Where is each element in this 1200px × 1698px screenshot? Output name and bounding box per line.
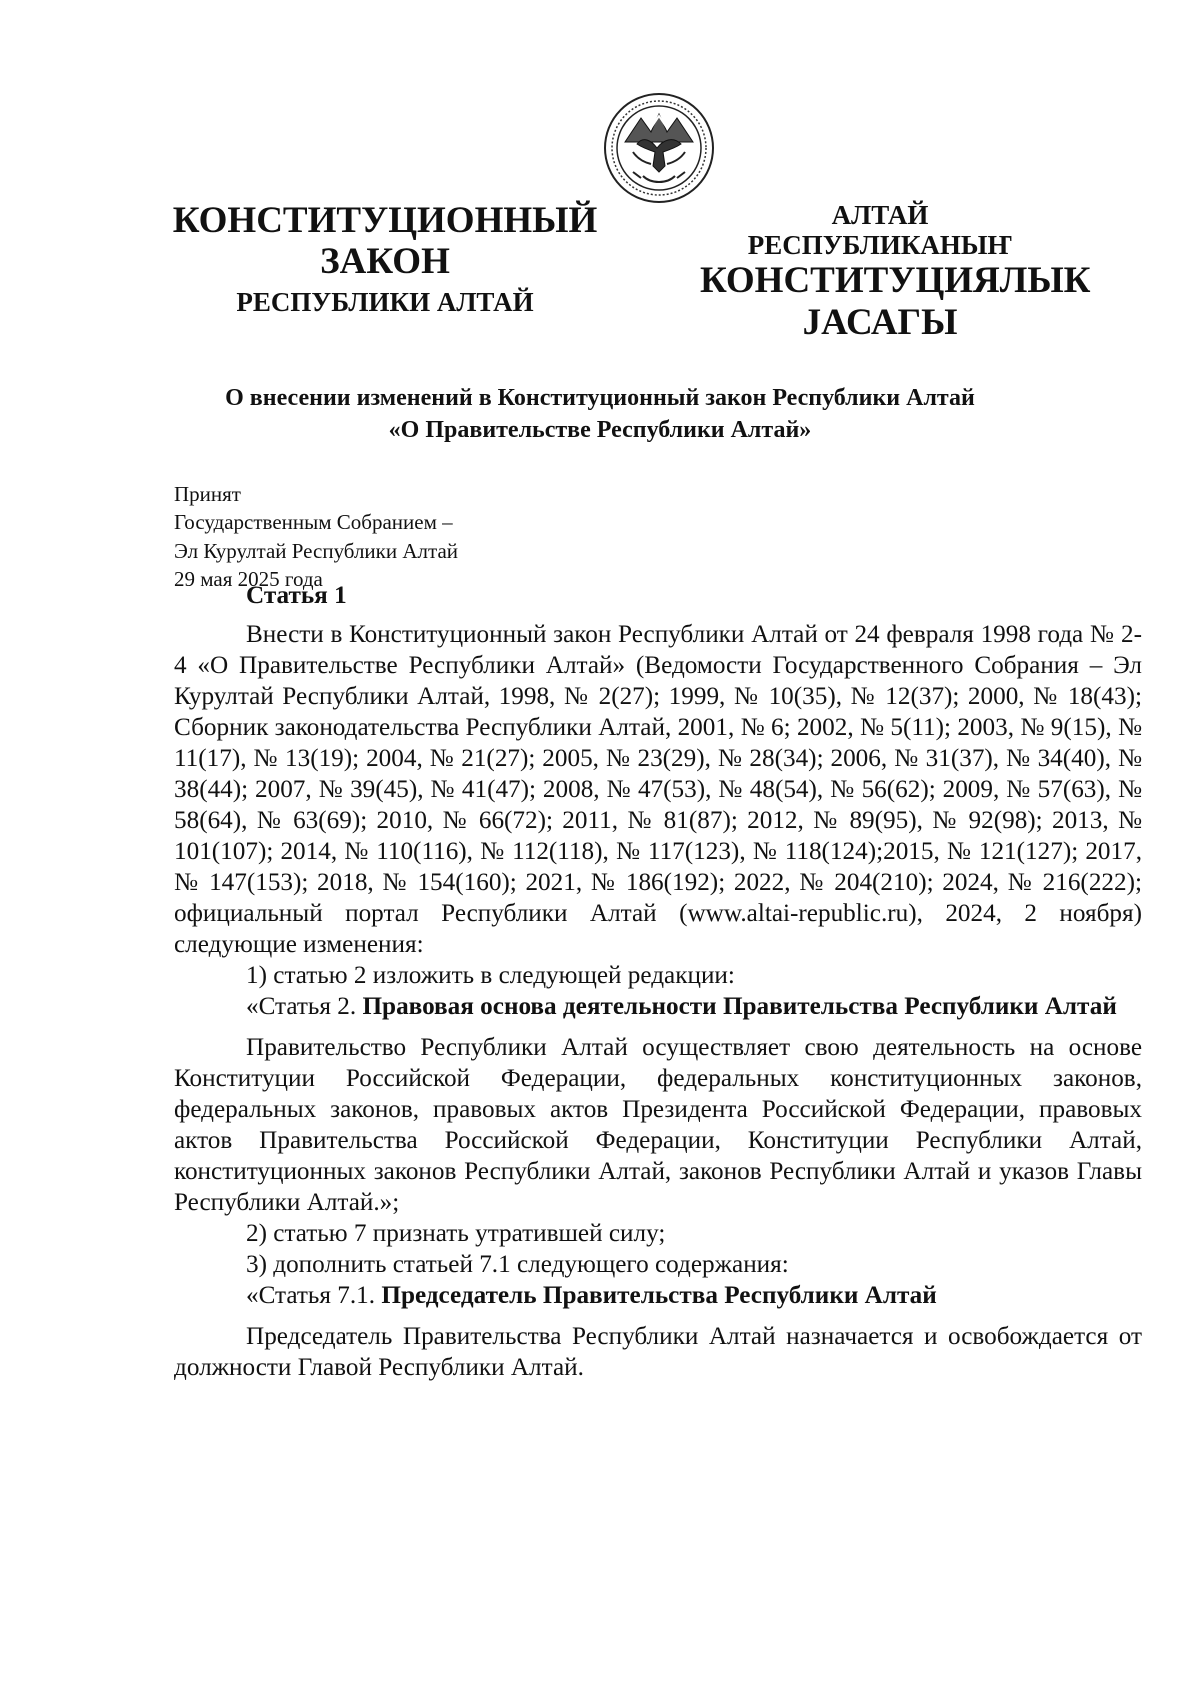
header-left bbox=[170, 200, 600, 317]
adoption-info bbox=[174, 480, 458, 593]
article-2-prefix: «Статья 2. bbox=[246, 993, 363, 1020]
header-right-line1: АЛТАЙ РЕСПУБЛИКАНЫҤ bbox=[747, 200, 1013, 261]
adopted-line1: Принят bbox=[174, 482, 241, 506]
adopted-line2: Государственным Собранием – bbox=[174, 510, 453, 535]
header-left-line2: ЗАКОН bbox=[320, 241, 450, 283]
article-2-heading bbox=[174, 991, 1142, 1022]
document-body bbox=[174, 580, 1142, 1383]
header-left-line1: КОНСТИТУЦИОННЫЙ bbox=[172, 200, 598, 241]
header-right-line3: JАСАГЫ bbox=[802, 301, 958, 343]
adopted-date: 29 мая 2025 года bbox=[174, 567, 323, 592]
article-2-text: Правительство Республики Алтай осуществляет свою деятельность на основе Конституции Российской Федерации, федеральных конституционных законов, федеральных законов, правовых актов Президента Российской Федерации, правовых актов Правительства Российской Федерации, Конституции Республики Алтай, конституционных законов Республики Алтай, законов Республики Алтай и указов Главы Республики Алтай.»; bbox=[174, 1034, 1142, 1216]
article-2-title: Правовая основа деятельности Правительства Республики Алтай bbox=[362, 993, 1117, 1020]
header-right bbox=[700, 200, 1091, 343]
amendment-item-2: 2) статью 7 признать утратившей силу; bbox=[246, 1220, 666, 1247]
header-right-line2: КОНСТИТУЦИЯЛЫК bbox=[700, 260, 1091, 302]
adopted-line3: Эл Курултай Республики Алтай bbox=[174, 538, 459, 563]
article-7-1-title: Председатель Правительства Республики Алтай bbox=[381, 1282, 937, 1309]
article-intro: Внести в Конституционный закон Республики Алтай от 24 февраля 1998 года № 2-4 «О Правительстве Республики Алтай» (Ведомости Государственного Собрания – Эл Курултай Республики Алтай, 1998, № 2(27); 1999, № 10(35), № 12(37); 2000, № 18(43); Сборник законодательства Республики Алтай, 2001, № 6; 2002, № 5(11); 2003, № 9(15), № 11(17), № 13(19); 2004, № 21(27); 2005, № 23(29), № 28(34); 2006, № 31(37), № 34(40), № 38(44); 2007, № 39(45), № 41(47); 2008, № 47(53), № 48(54), № 56(62); 2009, № 57(63), № 58(64), № 63(69); 2010, № 66(72); 2011, № 81(87); 2012, № 89(95), № 92(98); 2013, № 101(107); 2014, № 110(116), № 112(118), № 117(123), № 118(124);2015, № 121(127); 2017, № 147(153); 2018, № 154(160); 2021, № 186(192); 2022, № 204(210); 2024, № 216(222); официальный портал Республики Алтай (www.altai-republic.ru), 2024, 2 ноября) следующие изменения: bbox=[174, 621, 1142, 958]
article-heading: Статья 1 bbox=[246, 582, 347, 609]
article-7-1-prefix: «Статья 7.1. bbox=[246, 1282, 382, 1309]
header-left-line3: РЕСПУБЛИКИ АЛТАЙ bbox=[236, 286, 534, 317]
coat-of-arms-icon bbox=[603, 92, 715, 204]
title-line2: «О Правительстве Республики Алтай» bbox=[388, 417, 812, 444]
amendment-item-3: 3) дополнить статьей 7.1 следующего содержания: bbox=[246, 1251, 789, 1278]
article-7-1-heading bbox=[174, 1280, 1142, 1311]
amendment-item-1: 1) статью 2 изложить в следующей редакции: bbox=[246, 962, 735, 989]
title-line1: О внесении изменений в Конституционный закон Республики Алтай bbox=[225, 385, 975, 411]
article-7-1-text: Председатель Правительства Республики Алтай назначается и освобождается от должности Главой Республики Алтай. bbox=[174, 1323, 1142, 1381]
document-title bbox=[170, 382, 1030, 447]
